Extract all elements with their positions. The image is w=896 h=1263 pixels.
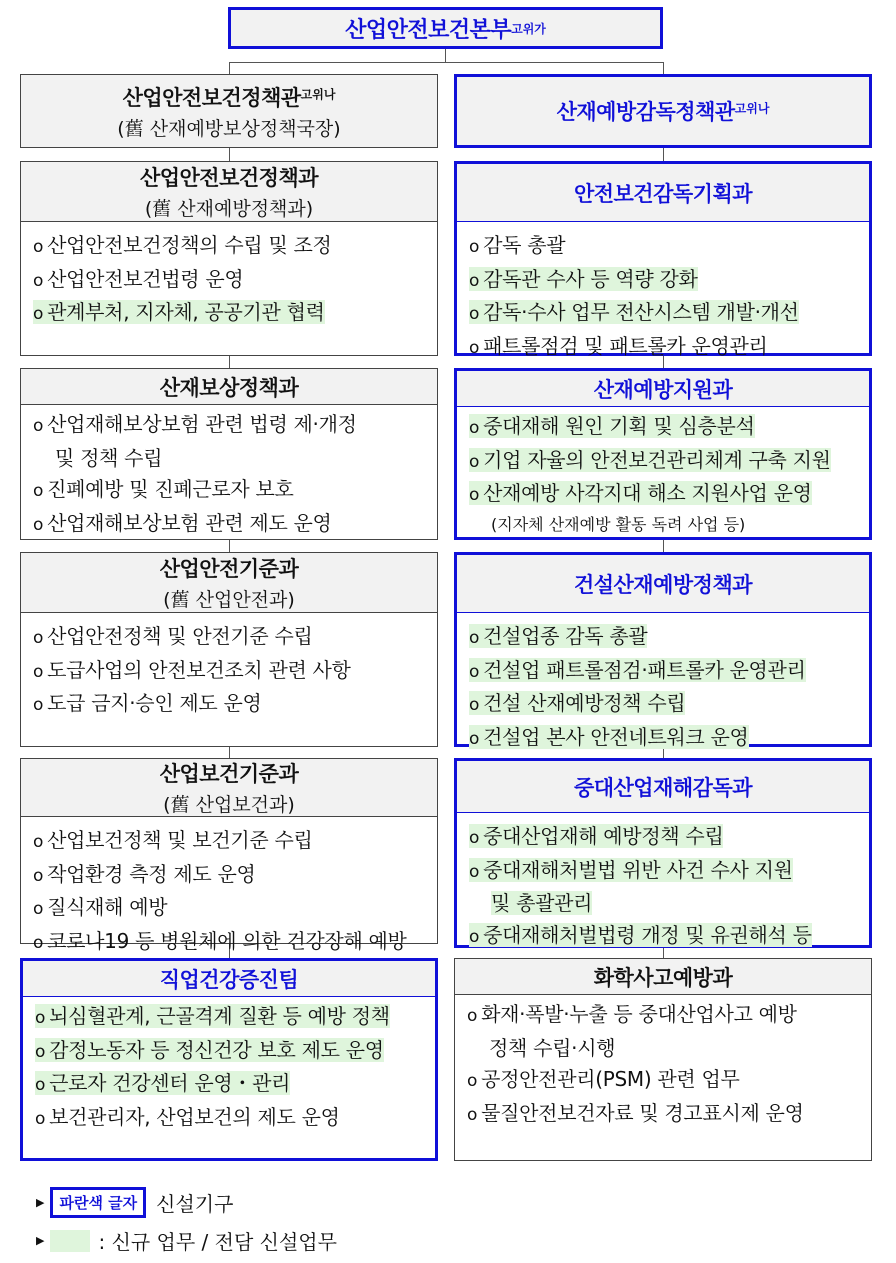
bullet-icon: o <box>33 304 44 324</box>
division-subtitle: (舊 산업안전과) <box>163 589 295 611</box>
bullet-icon: o <box>33 237 44 257</box>
bullet-icon: o <box>33 270 44 291</box>
bullet-icon: o <box>469 661 480 682</box>
division-title: 산업보건기준과 <box>159 762 299 786</box>
hq-grade: 고위가 <box>511 21 546 36</box>
duty-list <box>21 613 437 722</box>
duty-item-note: (지자체 산재예방 활동 독려 사업 등) <box>491 514 746 534</box>
bullet-icon: o <box>35 1008 46 1028</box>
duty-item-continued: 및 정책 수립 <box>55 445 163 470</box>
duty-item-continued: 정책 수립·시행 <box>489 1035 616 1060</box>
duty-item: o 감정노동자 등 정신건강 보호 제도 운영 <box>35 1037 384 1062</box>
duty-item: o 산업안전보건법령 운영 <box>33 266 244 291</box>
division-title: 화학사고예방과 <box>593 965 733 990</box>
division-header <box>457 164 869 222</box>
bullet-icon: o <box>469 695 480 715</box>
duty-item: o 감독·수사 업무 전산시스템 개발·개선 <box>469 300 799 324</box>
duty-item: o 건설업종 감독 총괄 <box>469 624 648 648</box>
division-header <box>457 555 869 613</box>
duty-item: o 산업보건정책 및 보건기준 수립 <box>33 828 313 852</box>
duty-item: o 중대재해처벌법령 개정 및 유권해석 등 <box>469 922 812 947</box>
bullet-icon: o <box>469 828 480 848</box>
legend-bullet-icon: ▶ <box>36 1234 45 1247</box>
division-title: 안전보건감독기획과 <box>573 181 753 206</box>
bullet-icon: o <box>469 728 480 749</box>
division-header <box>457 761 869 813</box>
division-subtitle: (舊 산재예방정책과) <box>144 198 314 220</box>
bullet-icon: o <box>33 514 44 535</box>
branch-line <box>229 62 663 63</box>
left-drop-line <box>229 62 230 74</box>
duty-list <box>457 407 869 538</box>
legend-bullet-icon: ▶ <box>36 1196 45 1209</box>
bullet-icon: o <box>35 1075 46 1095</box>
duty-list <box>457 813 869 953</box>
bullet-icon: o <box>469 628 480 648</box>
duty-item-continued: 및 총괄관리 <box>491 891 593 915</box>
division-header <box>457 371 869 407</box>
division-title: 산재보상정책과 <box>159 375 299 400</box>
division-title: 산업안전보건정책과 <box>139 166 319 190</box>
bullet-icon: o <box>33 932 44 953</box>
division-title: 산재예방지원과 <box>593 377 733 402</box>
legend-green-swatch <box>50 1230 90 1252</box>
duty-list <box>21 222 437 331</box>
left-division-box <box>20 958 438 1161</box>
bullet-icon: o <box>469 926 480 947</box>
duty-item: o 근로자 건강센터 운영・관리 <box>35 1071 291 1095</box>
bullet-icon: o <box>33 695 44 715</box>
duty-item: o 산업안전보건정책의 수립 및 조정 <box>33 233 332 257</box>
left-bureau-box <box>20 74 438 148</box>
left-division-box <box>20 161 438 356</box>
right-division-box <box>454 552 872 747</box>
left-division-box <box>20 758 438 953</box>
bullet-icon: o <box>469 861 480 882</box>
legend-green-desc: : 신규 업무 / 전담 신설업무 <box>98 1230 337 1254</box>
division-subtitle: (舊 산업보건과) <box>163 794 295 816</box>
division-header <box>21 553 437 613</box>
duty-list <box>23 997 435 1135</box>
duty-list <box>457 222 869 364</box>
duty-item: o 코로나19 등 병원체에 의한 건강장해 예방 <box>33 928 407 953</box>
right-bureau-title: 산재예방감독정책관 <box>556 100 735 124</box>
duty-list <box>455 995 871 1131</box>
bullet-icon: o <box>33 481 44 501</box>
division-title: 직업건강증진팀 <box>159 967 299 992</box>
legend-new-org <box>36 1187 233 1218</box>
trunk-line <box>445 49 446 63</box>
duty-item: o 건설 산재예방정책 수립 <box>469 691 686 715</box>
duty-item: o 뇌심혈관계, 근골격계 질환 등 예방 정책 <box>35 1004 390 1028</box>
bullet-icon: o <box>33 416 44 436</box>
bullet-icon: o <box>33 865 44 886</box>
duty-item: o 중대산업재해 예방정책 수립 <box>469 824 724 848</box>
hq-title: 산업안전보건본부 <box>345 17 512 43</box>
division-header <box>21 759 437 817</box>
duty-item: o 중대재해 원인 기획 및 심층분석 <box>469 414 755 438</box>
duty-item: o 보건관리자, 산업보건의 제도 운영 <box>35 1104 340 1129</box>
right-bureau-grade: 고위나 <box>734 101 770 116</box>
division-title: 건설산재예방정책과 <box>573 572 753 597</box>
duty-item: o 물질안전보건자료 및 경고표시제 운영 <box>467 1100 804 1125</box>
legend-blue-box: 파란색 글자 <box>50 1187 146 1218</box>
bullet-icon: o <box>469 418 480 438</box>
duty-item: o 중대재해처벌법 위반 사건 수사 지원 <box>469 857 793 882</box>
duty-item: o 화재·폭발·누출 등 중대산업사고 예방 <box>467 1002 797 1026</box>
duty-item: o 건설업 본사 안전네트워크 운영 <box>469 724 749 749</box>
bullet-icon: o <box>33 832 44 852</box>
left-bureau-title: 산업안전보건정책관 <box>122 85 301 110</box>
hq-box <box>228 7 663 49</box>
duty-item: o 진폐예방 및 진폐근로자 보호 <box>33 477 294 501</box>
right-division-box <box>454 368 872 540</box>
duty-item: o 도급사업의 안전보건조치 관련 사항 <box>33 657 351 682</box>
right-drop-line <box>663 62 664 74</box>
bullet-icon: o <box>35 1041 46 1062</box>
duty-item: o 산업재해보상보험 관련 법령 제·개정 <box>33 412 357 436</box>
duty-item: o 도급 금지·승인 제도 운영 <box>33 691 262 715</box>
division-title: 중대산업재해감독과 <box>573 775 753 800</box>
division-header <box>21 369 437 405</box>
division-title: 산업안전기준과 <box>159 557 299 581</box>
legend-blue-desc: 신설기구 <box>156 1192 234 1216</box>
division-header <box>23 961 435 997</box>
duty-item: o 산업안전정책 및 안전기준 수립 <box>33 624 313 648</box>
bullet-icon: o <box>469 485 480 505</box>
bullet-icon: o <box>35 1108 46 1129</box>
division-header <box>455 959 871 995</box>
bullet-icon: o <box>469 270 480 291</box>
duty-item: o 감독 총괄 <box>469 233 566 257</box>
duty-item: o 관계부처, 지자체, 공공기관 협력 <box>33 300 325 324</box>
bullet-icon: o <box>469 237 480 257</box>
bullet-icon: o <box>467 1071 478 1091</box>
left-bureau-grade: 고위나 <box>300 87 336 102</box>
legend-new-task <box>36 1226 337 1255</box>
duty-list <box>21 817 437 959</box>
division-header <box>21 162 437 222</box>
bullet-icon: o <box>469 451 480 472</box>
duty-item: o 질식재해 예방 <box>33 895 168 919</box>
left-bureau-sub: (舊 산재예방보상정책국장) <box>117 117 341 140</box>
duty-item: o 산재예방 사각지대 해소 지원사업 운영 <box>469 481 812 505</box>
bullet-icon: o <box>33 628 44 648</box>
bullet-icon: o <box>469 337 480 358</box>
duty-item: o 산업재해보상보험 관련 제도 운영 <box>33 510 332 535</box>
bullet-icon: o <box>467 1104 478 1125</box>
duty-item: o 건설업 패트롤점검·패트롤카 운영관리 <box>469 657 806 682</box>
right-division-box <box>454 758 872 948</box>
duty-list <box>21 405 437 541</box>
bullet-icon: o <box>467 1006 478 1026</box>
duty-item: o 공정안전관리(PSM) 관련 업무 <box>467 1067 740 1091</box>
left-division-box <box>20 552 438 747</box>
left-division-box <box>20 368 438 540</box>
right-division-box <box>454 161 872 356</box>
duty-item: o 패트롤점검 및 패트롤카 운영관리 <box>469 333 768 358</box>
duty-list <box>457 613 869 755</box>
right-division-box <box>454 958 872 1161</box>
duty-item: o 감독관 수사 등 역량 강화 <box>469 266 698 291</box>
right-bureau-box <box>454 74 872 148</box>
bullet-icon: o <box>33 899 44 919</box>
bullet-icon: o <box>469 304 480 324</box>
duty-item: o 기업 자율의 안전보건관리체계 구축 지원 <box>469 447 831 472</box>
bullet-icon: o <box>33 661 44 682</box>
duty-item: o 작업환경 측정 제도 운영 <box>33 861 256 886</box>
